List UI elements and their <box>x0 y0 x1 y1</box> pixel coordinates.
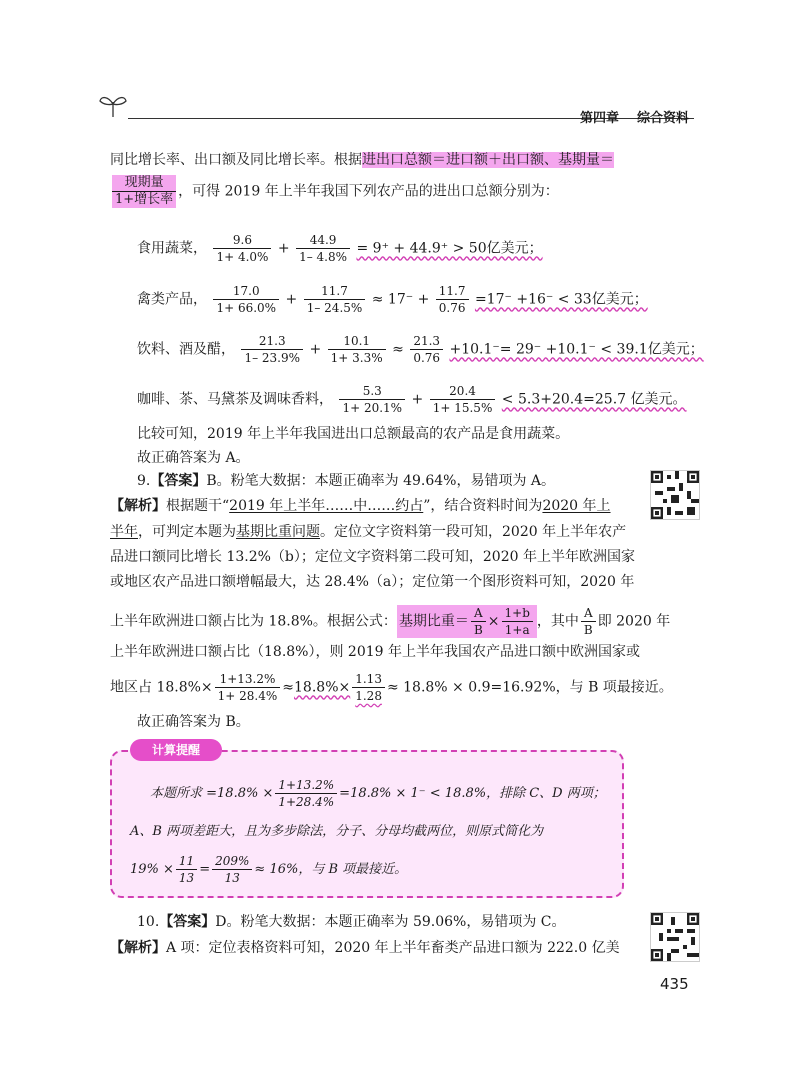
chapter-label: 第四章 <box>580 111 620 126</box>
intro-line-2: $\frac{\text{现期量}}{\text{1+增长率}}$ ，可得 2019 年上半年我国下列农产品的进出口总额分别为： <box>110 175 559 208</box>
q9-explanation-line-6: 上半年欧洲进口额占比（18.8%），则 2019 年上半年我国农产品进口额中欧洲国家或 <box>110 644 641 660</box>
answer-8: 故正确答案为 A。 <box>137 450 250 466</box>
calc-row-poultry: 禽类产品， $\frac{17.0}{1+ 66.0\%}$ + $\frac{11.7}{1- 24.5\%}$ ≈ 17⁻ + $\frac{11.7}{0.76}$ =17⁻ +16⁻ < 33亿美元； <box>137 284 648 315</box>
q9-explanation-line-5: 上半年欧洲进口额占比为 18.8%。根据公式： 基期比重＝ $\frac{A}{B}$ × $\frac{1+b}{1+a}$ ，其中 $\frac{A}{B}$ 即 2020 年 <box>110 606 671 637</box>
calc-row-coffee-tea: 咖啡、茶、马黛茶及调味香料， $\frac{5.3}{1+ 20.1\%}$ + $\frac{20.4}{1+ 15.5\%}$ < 5.3+20.4=25.7 亿美元。 <box>137 384 687 415</box>
section-label: 综合资料 <box>637 111 690 126</box>
comparison-text: 比较可知，2019 年上半年我国进出口总额最高的农产品是食用蔬菜。 <box>137 426 570 442</box>
q9-explanation-line-4: 或地区农产品进口额增幅最大，达 28.4%（a）；定位第一个图形资料可知，2020 年 <box>110 574 635 590</box>
reminder-line-2: A、B 两项差距大，且为多步除法，分子、分母均截两位，则原式简化为 <box>130 824 544 839</box>
intro-line-1: 同比增长率、出口额及同比增长率。根据进出口总额＝进口额＋出口额、基期量＝ <box>110 152 614 168</box>
q9-explanation-line-1: 【解析】根据题干“2019 年上半年……中……约占”，结合资料时间为2020 年上 <box>110 498 611 514</box>
calc-row-vegetables: 食用蔬菜， $\frac{9.6}{1+ 4.0\%}$ + $\frac{44.9}{1- 4.8\%}$ = 9⁺ + 44.9⁺ > 50亿美元； <box>137 233 543 264</box>
base-proportion-formula: 基期比重＝ $\frac{A}{B}$ × $\frac{1+b}{1+a}$ <box>397 605 537 638</box>
q9-explanation-line-7: 地区占 18.8%× $\frac{1+13.2\%}{1+ 28.4\%}$ ≈18.8%× $\frac{1.13}{1.28}$ ≈ 18.8% × 0.9=16.92%，与 B 项最接近。 <box>110 672 673 703</box>
q9-explanation-line-3: 品进口额同比增长 13.2%（b）；定位文字资料第二段可知，2020 年上半年欧洲国家 <box>110 549 635 565</box>
sprout-icon <box>98 92 128 118</box>
calc-row-beverages: 饮料、酒及醋， $\frac{21.3}{1- 23.9\%}$ + $\frac{10.1}{1+ 3.3\%}$ ≈ $\frac{21.3}{0.76}$ +10.1⁻= 29⁻ +10.1⁻ < 39.1亿美元； <box>137 334 704 365</box>
qr-code-icon[interactable] <box>650 470 700 520</box>
reminder-line-3: 19% × $\frac{11}{13}$ = $\frac{209\%}{13}$ ≈ 16%，与 B 项最接近。 <box>130 854 408 885</box>
reminder-line-1: 本题所求 =18.8% × $\frac{1+13.2\%}{1+28.4\%}$ =18.8% × 1⁻ < 18.8%，排除 C、D 两项； <box>150 778 606 809</box>
base-formula-fraction: $\frac{\text{现期量}}{\text{1+增长率}}$ <box>112 175 176 208</box>
formula-highlight: 进出口总额＝进口额＋出口额、基期量＝ <box>362 152 614 168</box>
calculation-reminder-tag: 计算提醒 <box>130 739 222 761</box>
q9-explanation-line-2: 半年，可判定本题为基期比重问题。定位文字资料第一段可知，2020 年上半年农产 <box>110 524 627 540</box>
qr-code-icon[interactable] <box>650 912 700 962</box>
page-number: 435 <box>660 975 689 993</box>
q10-answer: 10.【答案】D。粉笔大数据：本题正确率为 59.06%，易错项为 C。 <box>137 914 566 930</box>
q9-answer: 9.【答案】B。粉笔大数据：本题正确率为 49.64%，易错项为 A。 <box>137 473 556 489</box>
q9-final-answer: 故正确答案为 B。 <box>137 714 250 730</box>
q10-explanation: 【解析】A 项：定位表格资料可知，2020 年上半年畜类产品进口额为 222.0 亿美 <box>110 940 620 956</box>
